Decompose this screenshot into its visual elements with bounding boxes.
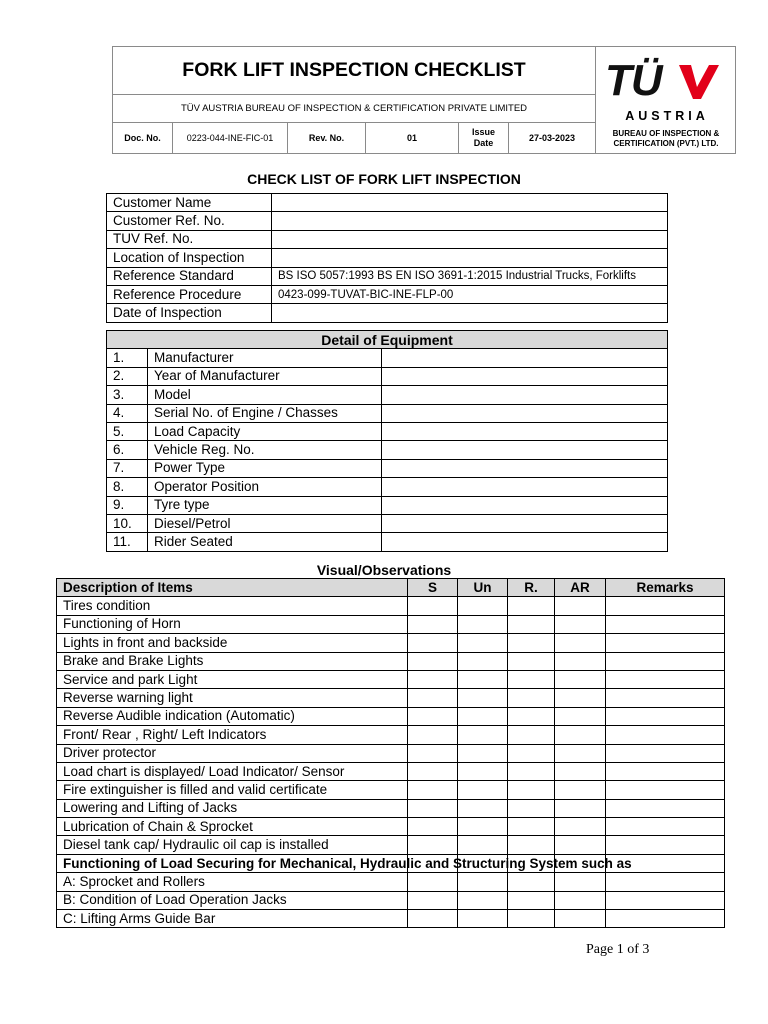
info-label: Date of Inspection (107, 304, 272, 322)
r-cell[interactable] (508, 762, 555, 780)
un-cell[interactable] (458, 836, 508, 854)
ar-cell[interactable] (555, 652, 606, 670)
un-cell[interactable] (458, 891, 508, 909)
s-cell[interactable] (408, 634, 458, 652)
issue-date-label (459, 123, 509, 153)
equipment-label: Operator Position (148, 478, 382, 496)
col-ar: AR (555, 579, 606, 597)
s-cell[interactable] (408, 597, 458, 615)
observation-row (57, 744, 725, 762)
equipment-number: 2. (107, 367, 148, 385)
s-cell[interactable] (408, 891, 458, 909)
r-cell[interactable] (508, 818, 555, 836)
equipment-row (107, 386, 668, 404)
equipment-number: 6. (107, 441, 148, 459)
un-cell[interactable] (458, 726, 508, 744)
observation-item: Tires condition (57, 597, 408, 615)
un-cell[interactable] (458, 652, 508, 670)
logo-bureau-line2: CERTIFICATION (PVT.) LTD. (613, 139, 719, 148)
ar-cell[interactable] (555, 891, 606, 909)
observation-item: Service and park Light (57, 670, 408, 688)
remarks-cell[interactable] (606, 726, 725, 744)
s-cell[interactable] (408, 615, 458, 633)
observation-item: Reverse Audible indication (Automatic) (57, 707, 408, 725)
equipment-number: 9. (107, 496, 148, 514)
s-cell[interactable] (408, 670, 458, 688)
remarks-cell[interactable] (606, 762, 725, 780)
un-cell[interactable] (458, 670, 508, 688)
ar-cell[interactable] (555, 670, 606, 688)
observation-row (57, 615, 725, 633)
equipment-value-field[interactable] (382, 404, 668, 422)
info-value-field[interactable] (272, 194, 668, 212)
doc-no-label: Doc. No. (113, 123, 173, 153)
observation-item: Reverse warning light (57, 689, 408, 707)
rev-no-value: 01 (366, 123, 459, 153)
r-cell[interactable] (508, 744, 555, 762)
remarks-cell[interactable] (606, 836, 725, 854)
info-label: Location of Inspection (107, 249, 272, 267)
observation-item: Functioning of Horn (57, 615, 408, 633)
info-value-field[interactable] (272, 304, 668, 322)
ar-cell[interactable] (555, 910, 606, 928)
remarks-cell[interactable] (606, 652, 725, 670)
equipment-value-field[interactable] (382, 441, 668, 459)
observation-item: Load chart is displayed/ Load Indicator/ Sensor (57, 762, 408, 780)
page-number: Page 1 of 3 (586, 942, 650, 957)
equipment-label: Load Capacity (148, 422, 382, 440)
ar-cell[interactable] (555, 615, 606, 633)
observation-item: Driver protector (57, 744, 408, 762)
observation-item: Front/ Rear , Right/ Left Indicators (57, 726, 408, 744)
issue-date-label-line2: Date (473, 138, 494, 148)
r-cell[interactable] (508, 873, 555, 891)
s-cell[interactable] (408, 762, 458, 780)
observation-row (57, 891, 725, 909)
remarks-cell[interactable] (606, 781, 725, 799)
observation-item: Lowering and Lifting of Jacks (57, 799, 408, 817)
equipment-label: Manufacturer (148, 349, 382, 367)
remarks-cell[interactable] (606, 707, 725, 725)
un-cell[interactable] (458, 910, 508, 928)
s-cell[interactable] (408, 689, 458, 707)
s-cell[interactable] (408, 836, 458, 854)
observation-row (57, 726, 725, 744)
equipment-row (107, 496, 668, 514)
s-cell[interactable] (408, 873, 458, 891)
r-cell[interactable] (508, 891, 555, 909)
equipment-value-field[interactable] (382, 386, 668, 404)
r-cell[interactable] (508, 597, 555, 615)
equipment-number: 3. (107, 386, 148, 404)
remarks-cell[interactable] (606, 891, 725, 909)
company-name: TÜV AUSTRIA BUREAU OF INSPECTION & CERTIFICATION PRIVATE LIMITED (113, 95, 595, 123)
observation-row (57, 873, 725, 891)
ar-cell[interactable] (555, 726, 606, 744)
equipment-number: 5. (107, 422, 148, 440)
equipment-row (107, 422, 668, 440)
r-cell[interactable] (508, 707, 555, 725)
ar-cell[interactable] (555, 744, 606, 762)
tuv-austria-logo (597, 47, 735, 153)
observation-row (57, 836, 725, 854)
observation-item: Lights in front and backside (57, 634, 408, 652)
equipment-number: 11. (107, 533, 148, 551)
r-cell[interactable] (508, 689, 555, 707)
equipment-value-field[interactable] (382, 459, 668, 477)
equipment-row (107, 514, 668, 532)
rev-no-label: Rev. No. (288, 123, 366, 153)
ar-cell[interactable] (555, 873, 606, 891)
header-info (113, 47, 596, 153)
ar-cell[interactable] (555, 707, 606, 725)
r-cell[interactable] (508, 726, 555, 744)
observation-row (57, 762, 725, 780)
remarks-cell[interactable] (606, 597, 725, 615)
equipment-value-field[interactable] (382, 422, 668, 440)
equipment-label: Tyre type (148, 496, 382, 514)
observation-row (57, 818, 725, 836)
remarks-cell[interactable] (606, 689, 725, 707)
info-row (107, 230, 668, 248)
remarks-cell[interactable] (606, 799, 725, 817)
un-cell[interactable] (458, 781, 508, 799)
equipment-label: Power Type (148, 459, 382, 477)
equipment-row (107, 404, 668, 422)
checklist-title: CHECK LIST OF FORK LIFT INSPECTION (247, 171, 521, 187)
observation-row (57, 597, 725, 615)
info-value-field[interactable]: 0423-099-TUVAT-BIC-INE-FLP-00 (272, 285, 668, 303)
equipment-row (107, 459, 668, 477)
doc-meta-row (113, 123, 595, 153)
col-un: Un (458, 579, 508, 597)
equipment-label: Year of Manufacturer (148, 367, 382, 385)
info-value-field[interactable] (272, 249, 668, 267)
observation-item: Brake and Brake Lights (57, 652, 408, 670)
remarks-cell[interactable] (606, 670, 725, 688)
info-value-field[interactable]: BS ISO 5057:1993 BS EN ISO 3691-1:2015 Industrial Trucks, Forklifts (272, 267, 668, 285)
logo-wordmark: TÜ (605, 56, 662, 105)
observation-item: C: Lifting Arms Guide Bar (57, 910, 408, 928)
observation-row (57, 799, 725, 817)
ar-cell[interactable] (555, 799, 606, 817)
logo-checkmark-icon (677, 61, 721, 101)
s-cell[interactable] (408, 910, 458, 928)
equipment-row (107, 441, 668, 459)
r-cell[interactable] (508, 781, 555, 799)
logo-bureau-line1: BUREAU OF INSPECTION & (612, 129, 720, 138)
info-label: Reference Standard (107, 267, 272, 285)
equipment-row (107, 478, 668, 496)
s-cell[interactable] (408, 799, 458, 817)
un-cell[interactable] (458, 597, 508, 615)
r-cell[interactable] (508, 910, 555, 928)
equipment-row (107, 533, 668, 551)
s-cell[interactable] (408, 726, 458, 744)
equipment-value-field[interactable] (382, 496, 668, 514)
ar-cell[interactable] (555, 689, 606, 707)
equipment-number: 10. (107, 514, 148, 532)
equipment-value-field[interactable] (382, 533, 668, 551)
ar-cell[interactable] (555, 597, 606, 615)
s-cell[interactable] (408, 652, 458, 670)
doc-no-value: 0223-044-INE-FIC-01 (173, 123, 288, 153)
document-title: FORK LIFT INSPECTION CHECKLIST (113, 47, 595, 95)
equipment-value-field[interactable] (382, 367, 668, 385)
un-cell[interactable] (458, 615, 508, 633)
un-cell[interactable] (458, 762, 508, 780)
equipment-number: 7. (107, 459, 148, 477)
observation-row (57, 781, 725, 799)
equipment-table (106, 330, 668, 552)
observations-table (56, 578, 725, 928)
observations-header-row (57, 579, 725, 597)
remarks-cell[interactable] (606, 634, 725, 652)
remarks-cell[interactable] (606, 615, 725, 633)
info-value-field[interactable] (272, 212, 668, 230)
equipment-label: Rider Seated (148, 533, 382, 551)
ar-cell[interactable] (555, 781, 606, 799)
ar-cell[interactable] (555, 634, 606, 652)
col-remarks: Remarks (606, 579, 725, 597)
s-cell[interactable] (408, 818, 458, 836)
equipment-number: 8. (107, 478, 148, 496)
equipment-number: 4. (107, 404, 148, 422)
un-cell[interactable] (458, 634, 508, 652)
r-cell[interactable] (508, 799, 555, 817)
observation-row (57, 910, 725, 928)
document-header (112, 46, 736, 154)
equipment-value-field[interactable] (382, 349, 668, 367)
observations-title: Visual/Observations (316, 562, 452, 578)
equipment-table-title: Detail of Equipment (107, 331, 668, 349)
info-row (107, 267, 668, 285)
observation-row (57, 854, 725, 872)
observation-item: Diesel tank cap/ Hydraulic oil cap is installed (57, 836, 408, 854)
r-cell[interactable] (508, 670, 555, 688)
equipment-number: 1. (107, 349, 148, 367)
info-row (107, 285, 668, 303)
info-row (107, 212, 668, 230)
observation-item: A: Sprocket and Rollers (57, 873, 408, 891)
un-cell[interactable] (458, 744, 508, 762)
observation-row (57, 652, 725, 670)
observation-row (57, 707, 725, 725)
equipment-label: Vehicle Reg. No. (148, 441, 382, 459)
equipment-row (107, 367, 668, 385)
ar-cell[interactable] (555, 836, 606, 854)
r-cell[interactable] (508, 836, 555, 854)
observation-row (57, 670, 725, 688)
s-cell[interactable] (408, 781, 458, 799)
r-cell[interactable] (508, 634, 555, 652)
issue-date-label-line1: Issue (471, 127, 495, 137)
observation-item: B: Condition of Load Operation Jacks (57, 891, 408, 909)
col-s: S (408, 579, 458, 597)
un-cell[interactable] (458, 818, 508, 836)
remarks-cell[interactable] (606, 910, 725, 928)
observation-item: Functioning of Load Securing for Mechanical, Hydraulic and Structuring System such as (57, 854, 408, 872)
remarks-cell[interactable] (606, 744, 725, 762)
info-row (107, 304, 668, 322)
remarks-cell[interactable] (606, 818, 725, 836)
info-row (107, 249, 668, 267)
info-label: Reference Procedure (107, 285, 272, 303)
observation-row (57, 689, 725, 707)
info-label: TUV Ref. No. (107, 230, 272, 248)
logo-bureau-text (597, 129, 735, 149)
observation-row (57, 634, 725, 652)
un-cell[interactable] (458, 799, 508, 817)
equipment-value-field[interactable] (382, 514, 668, 532)
info-value-field[interactable] (272, 230, 668, 248)
info-label: Customer Name (107, 194, 272, 212)
observation-item: Fire extinguisher is filled and valid certificate (57, 781, 408, 799)
ar-cell[interactable] (555, 818, 606, 836)
s-cell[interactable] (408, 707, 458, 725)
info-label: Customer Ref. No. (107, 212, 272, 230)
issue-date-value: 27-03-2023 (528, 132, 576, 143)
equipment-row (107, 349, 668, 367)
observation-item: Lubrication of Chain & Sprocket (57, 818, 408, 836)
equipment-label: Model (148, 386, 382, 404)
equipment-label: Diesel/Petrol (148, 514, 382, 532)
col-r: R. (508, 579, 555, 597)
r-cell[interactable] (508, 652, 555, 670)
un-cell[interactable] (458, 707, 508, 725)
remarks-cell[interactable] (606, 873, 725, 891)
ar-cell[interactable] (555, 762, 606, 780)
col-description: Description of Items (57, 579, 408, 597)
un-cell[interactable] (458, 689, 508, 707)
info-row (107, 194, 668, 212)
equipment-label: Serial No. of Engine / Chasses (148, 404, 382, 422)
customer-info-table (106, 193, 668, 323)
un-cell[interactable] (458, 873, 508, 891)
r-cell[interactable] (508, 615, 555, 633)
s-cell[interactable] (408, 744, 458, 762)
equipment-value-field[interactable] (382, 478, 668, 496)
logo-austria: AUSTRIA (625, 109, 709, 123)
